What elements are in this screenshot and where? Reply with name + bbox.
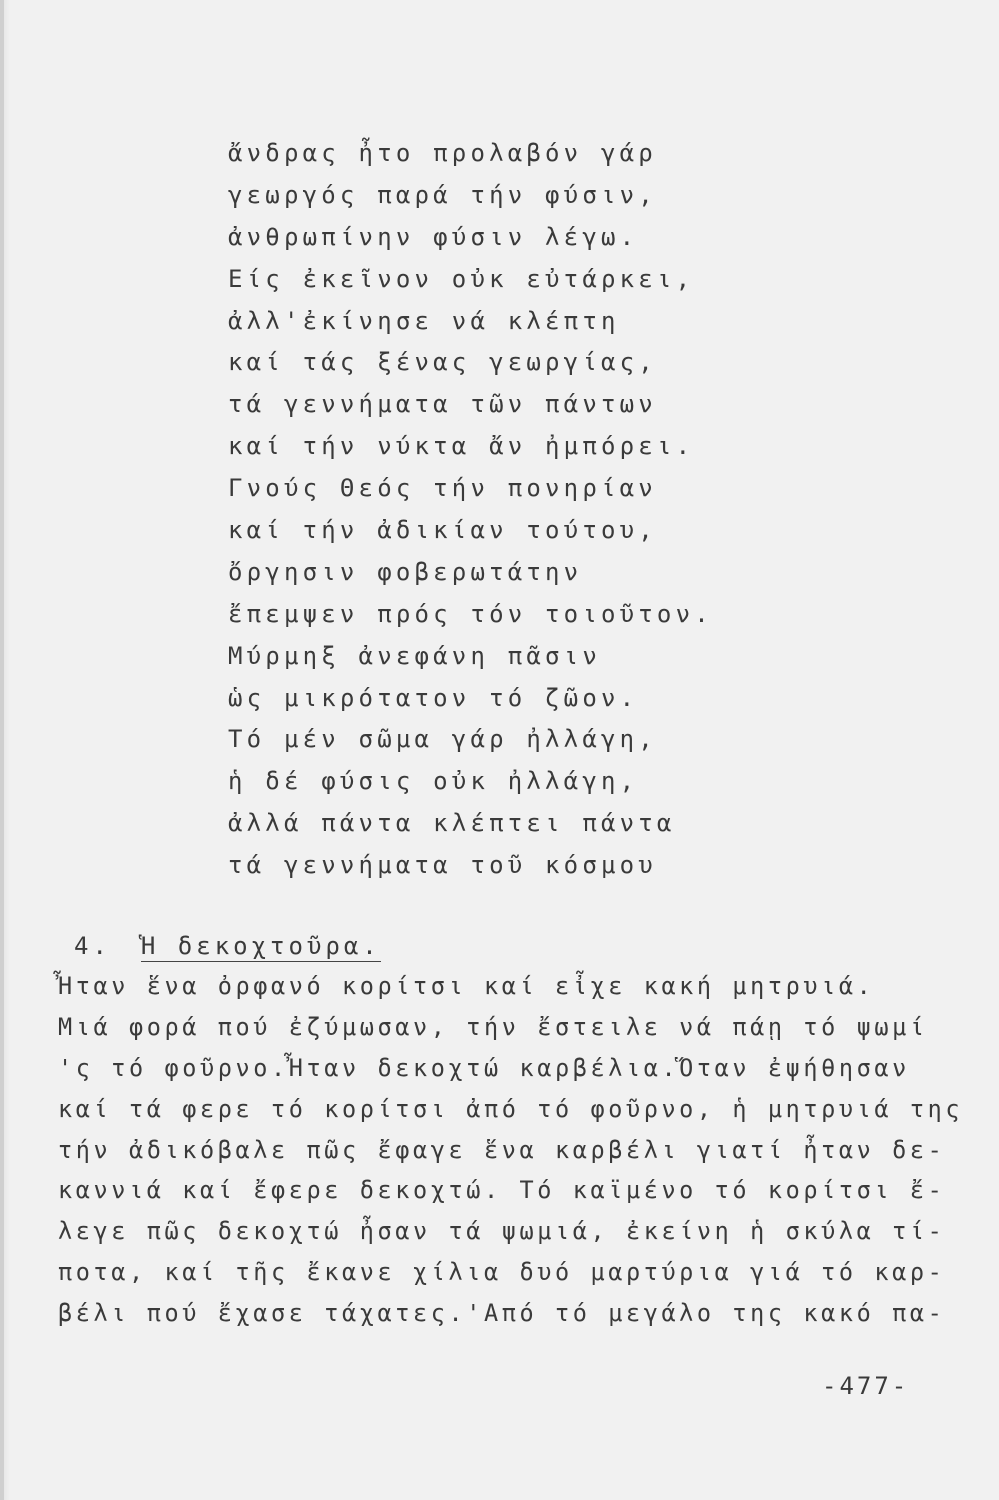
poem-line: Είς ἐκεῖνον οὐκ εὐτάρκει,	[228, 264, 695, 293]
prose-line: 'ς τό φοῦρνο.Ἦταν δεκοχτώ καρβέλια.Ὅταν ἐψήθησαν	[58, 1053, 910, 1082]
prose-line: καί τά φερε τό κορίτσι ἀπό τό φοῦρνο, ἡ μητρυιά της	[58, 1094, 964, 1123]
page-number: -477-	[822, 1372, 910, 1400]
poem-line: ὡς μικρότατον τό ζῶον.	[228, 683, 639, 712]
prose-line: καννιά καί ἔφερε δεκοχτώ. Τό καϊμένο τό κορίτσι ἔ-	[58, 1176, 946, 1205]
poem-line: ἔπεμψεν πρός τόν τοιοῦτον.	[228, 599, 713, 628]
prose-line: Μιά φορά πού ἐζύμωσαν, τήν ἔστειλε νά πάῃ τό ψωμί	[58, 1012, 928, 1041]
section-heading	[74, 928, 381, 964]
poem-line: ἀνθρωπίνην φύσιν λέγω.	[228, 222, 639, 251]
poem-line: Μύρμηξ ἀνεφάνη πᾶσιν	[228, 641, 601, 670]
prose-line: λεγε πῶς δεκοχτώ ἦσαν τά ψωμιά, ἐκείνη ἡ σκύλα τί-	[58, 1217, 946, 1246]
page-edge-shadow	[0, 0, 4, 1500]
poem-line: ἄνδρας ἦτο προλαβόν γάρ	[228, 139, 657, 167]
poem-line: ἀλλ'ἐκίνησε νά κλέπτη	[228, 306, 620, 335]
poem-line: ὄργησιν φοβερωτάτην	[228, 557, 583, 586]
poem-line: ἀλλά πάντα κλέπτει πάντα	[228, 809, 676, 838]
prose-line: τήν ἀδικόβαλε πῶς ἔφαγε ἕνα καρβέλι γιατί ἦταν δε-	[58, 1135, 946, 1164]
poem-line: τά γεννήματα τῶν πάντων	[228, 390, 657, 419]
poem-line: ἡ δέ φύσις οὐκ ἠλλάγη,	[228, 767, 639, 796]
section-number: 4.	[74, 932, 111, 960]
section-title: Ἡ δεκοχτοῦρα.	[140, 932, 381, 960]
poem-line: καί τήν νύκτα ἄν ἠμπόρει.	[228, 432, 695, 461]
poem-block	[228, 133, 713, 887]
prose-line: Ἦταν ἕνα ὀρφανό κορίτσι καί εἶχε κακή μητρυιά.	[58, 972, 875, 1000]
poem-line: Γνούς Θεός τήν πονηρίαν	[228, 474, 657, 503]
poem-line: τά γεννήματα τοῦ κόσμου	[228, 851, 657, 880]
poem-line: Τό μέν σῶμα γάρ ἠλλάγη,	[228, 725, 657, 754]
prose-line: βέλι πού ἔχασε τάχατες.'Από τό μεγάλο της κακό πα-	[58, 1299, 946, 1328]
poem-line: γεωργός παρά τήν φύσιν,	[228, 180, 657, 209]
prose-block	[58, 966, 963, 1334]
poem-line: καί τάς ξένας γεωργίας,	[228, 348, 657, 377]
prose-line: ποτα, καί τῆς ἔκανε χίλια δυό μαρτύρια γιά τό καρ-	[58, 1258, 946, 1287]
poem-line: καί τήν ἀδικίαν τούτου,	[228, 516, 657, 545]
